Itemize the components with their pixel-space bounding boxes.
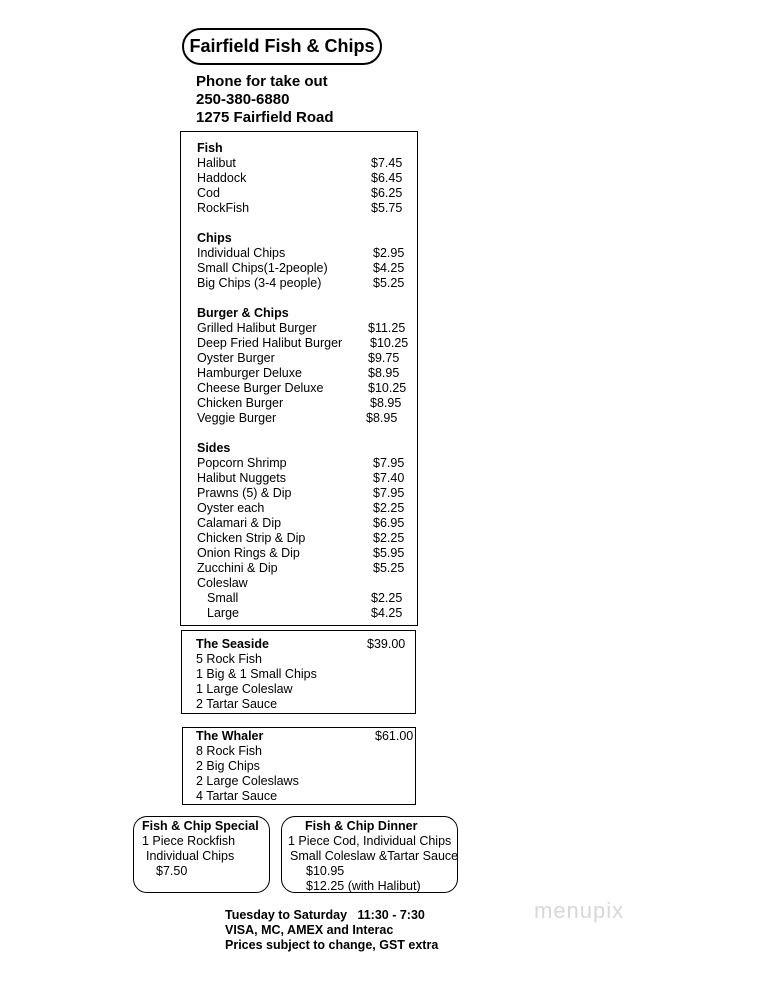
section-heading: Burger & Chips: [197, 306, 289, 320]
fish-chip-dinner: [281, 816, 458, 893]
combo-item: 2 Large Coleslaws: [196, 774, 299, 788]
menu-item: Coleslaw: [197, 576, 248, 590]
combo-item: 2 Big Chips: [196, 759, 260, 773]
menu-item: Cod $6.25: [197, 186, 403, 200]
menu-item: Popcorn Shrimp $7.95: [197, 456, 405, 470]
menu-item: Prawns (5) & Dip $7.95: [197, 486, 405, 500]
combo-item: 1 Large Coleslaw: [196, 682, 293, 696]
fish-chip-special: [133, 816, 270, 893]
section-sides: [197, 441, 405, 621]
payment-methods: VISA, MC, AMEX and Interac: [225, 923, 394, 937]
menu-item: Halibut Nuggets $7.40: [197, 471, 405, 485]
menu-item: Chicken Burger $8.95: [197, 396, 402, 410]
special-name: Fish & Chip Special: [142, 819, 259, 833]
takeout-label: Phone for take out: [196, 73, 328, 90]
watermark-logo: menupix: [534, 898, 625, 923]
combo-item: 8 Rock Fish: [196, 744, 262, 758]
combo-name: The Whaler: [196, 729, 264, 743]
menu-item: Onion Rings & Dip $5.95: [197, 546, 405, 560]
menu-item: Grilled Halibut Burger $11.25: [197, 321, 406, 335]
special-price: $7.50: [156, 864, 188, 878]
dinner-name: Fish & Chip Dinner: [305, 819, 418, 833]
menu-item: Oyster each $2.25: [197, 501, 405, 515]
menu-item: Calamari & Dip $6.95: [197, 516, 405, 530]
combo-price: $61.00: [375, 729, 414, 743]
menu-item: Small Chips(1-2people) $4.25: [197, 261, 405, 275]
dinner-line: 1 Piece Cod, Individual Chips: [288, 834, 452, 848]
dinner-line: Small Coleslaw &Tartar Sauce: [290, 849, 459, 863]
menu-item: Individual Chips $2.95: [197, 246, 405, 260]
restaurant-title: Fairfield Fish & Chips: [182, 28, 382, 65]
section-burgers: [197, 306, 409, 426]
combo-price: $39.00: [367, 637, 406, 651]
menu-item: Zucchini & Dip $5.25: [197, 561, 405, 575]
combo-item: 4 Tartar Sauce: [196, 789, 278, 803]
address: 1275 Fairfield Road: [196, 109, 334, 126]
combo-name: The Seaside: [196, 637, 269, 651]
combo-item: 5 Rock Fish: [196, 652, 262, 666]
special-line: 1 Piece Rockfish: [142, 834, 236, 848]
menu-item: Hamburger Deluxe $8.95: [197, 366, 400, 380]
dinner-price-halibut: $12.25 (with Halibut): [306, 879, 421, 893]
section-heading: Chips: [197, 231, 232, 245]
seaside-combo: [181, 630, 416, 714]
menu-item: Haddock $6.45: [197, 171, 403, 185]
menu-item: Small $2.25: [207, 591, 403, 605]
phone-number: 250-380-6880: [196, 91, 290, 108]
main-menu-box: [180, 131, 418, 626]
section-fish: [197, 141, 405, 216]
menu-item: Cheese Burger Deluxe $10.25: [197, 381, 407, 395]
menu-item: Big Chips (3-4 people) $5.25: [197, 276, 405, 290]
footer-info: [225, 908, 438, 953]
price-note: Prices subject to change, GST extra: [225, 938, 439, 952]
special-line: Individual Chips: [146, 849, 235, 863]
menu-item: Large $4.25: [207, 606, 403, 620]
dinner-price: $10.95: [306, 864, 345, 878]
menu-item: Veggie Burger $8.95: [197, 411, 398, 425]
menu-item: Oyster Burger $9.75: [197, 351, 400, 365]
menu-item: RockFish $5.75: [197, 201, 403, 215]
menu-item: Halibut $7.45: [197, 156, 403, 170]
whaler-combo: [182, 727, 416, 805]
hours: Tuesday to Saturday 11:30 - 7:30: [225, 908, 425, 922]
section-chips: [197, 231, 405, 291]
combo-item: 2 Tartar Sauce: [196, 697, 278, 711]
contact-info: [196, 73, 334, 127]
menu-item: Chicken Strip & Dip $2.25: [197, 531, 405, 545]
menu-item: Deep Fried Halibut Burger $10.25: [197, 336, 409, 350]
combo-item: 1 Big & 1 Small Chips: [196, 667, 317, 681]
section-heading: Sides: [197, 441, 231, 455]
section-heading: Fish: [197, 141, 223, 155]
